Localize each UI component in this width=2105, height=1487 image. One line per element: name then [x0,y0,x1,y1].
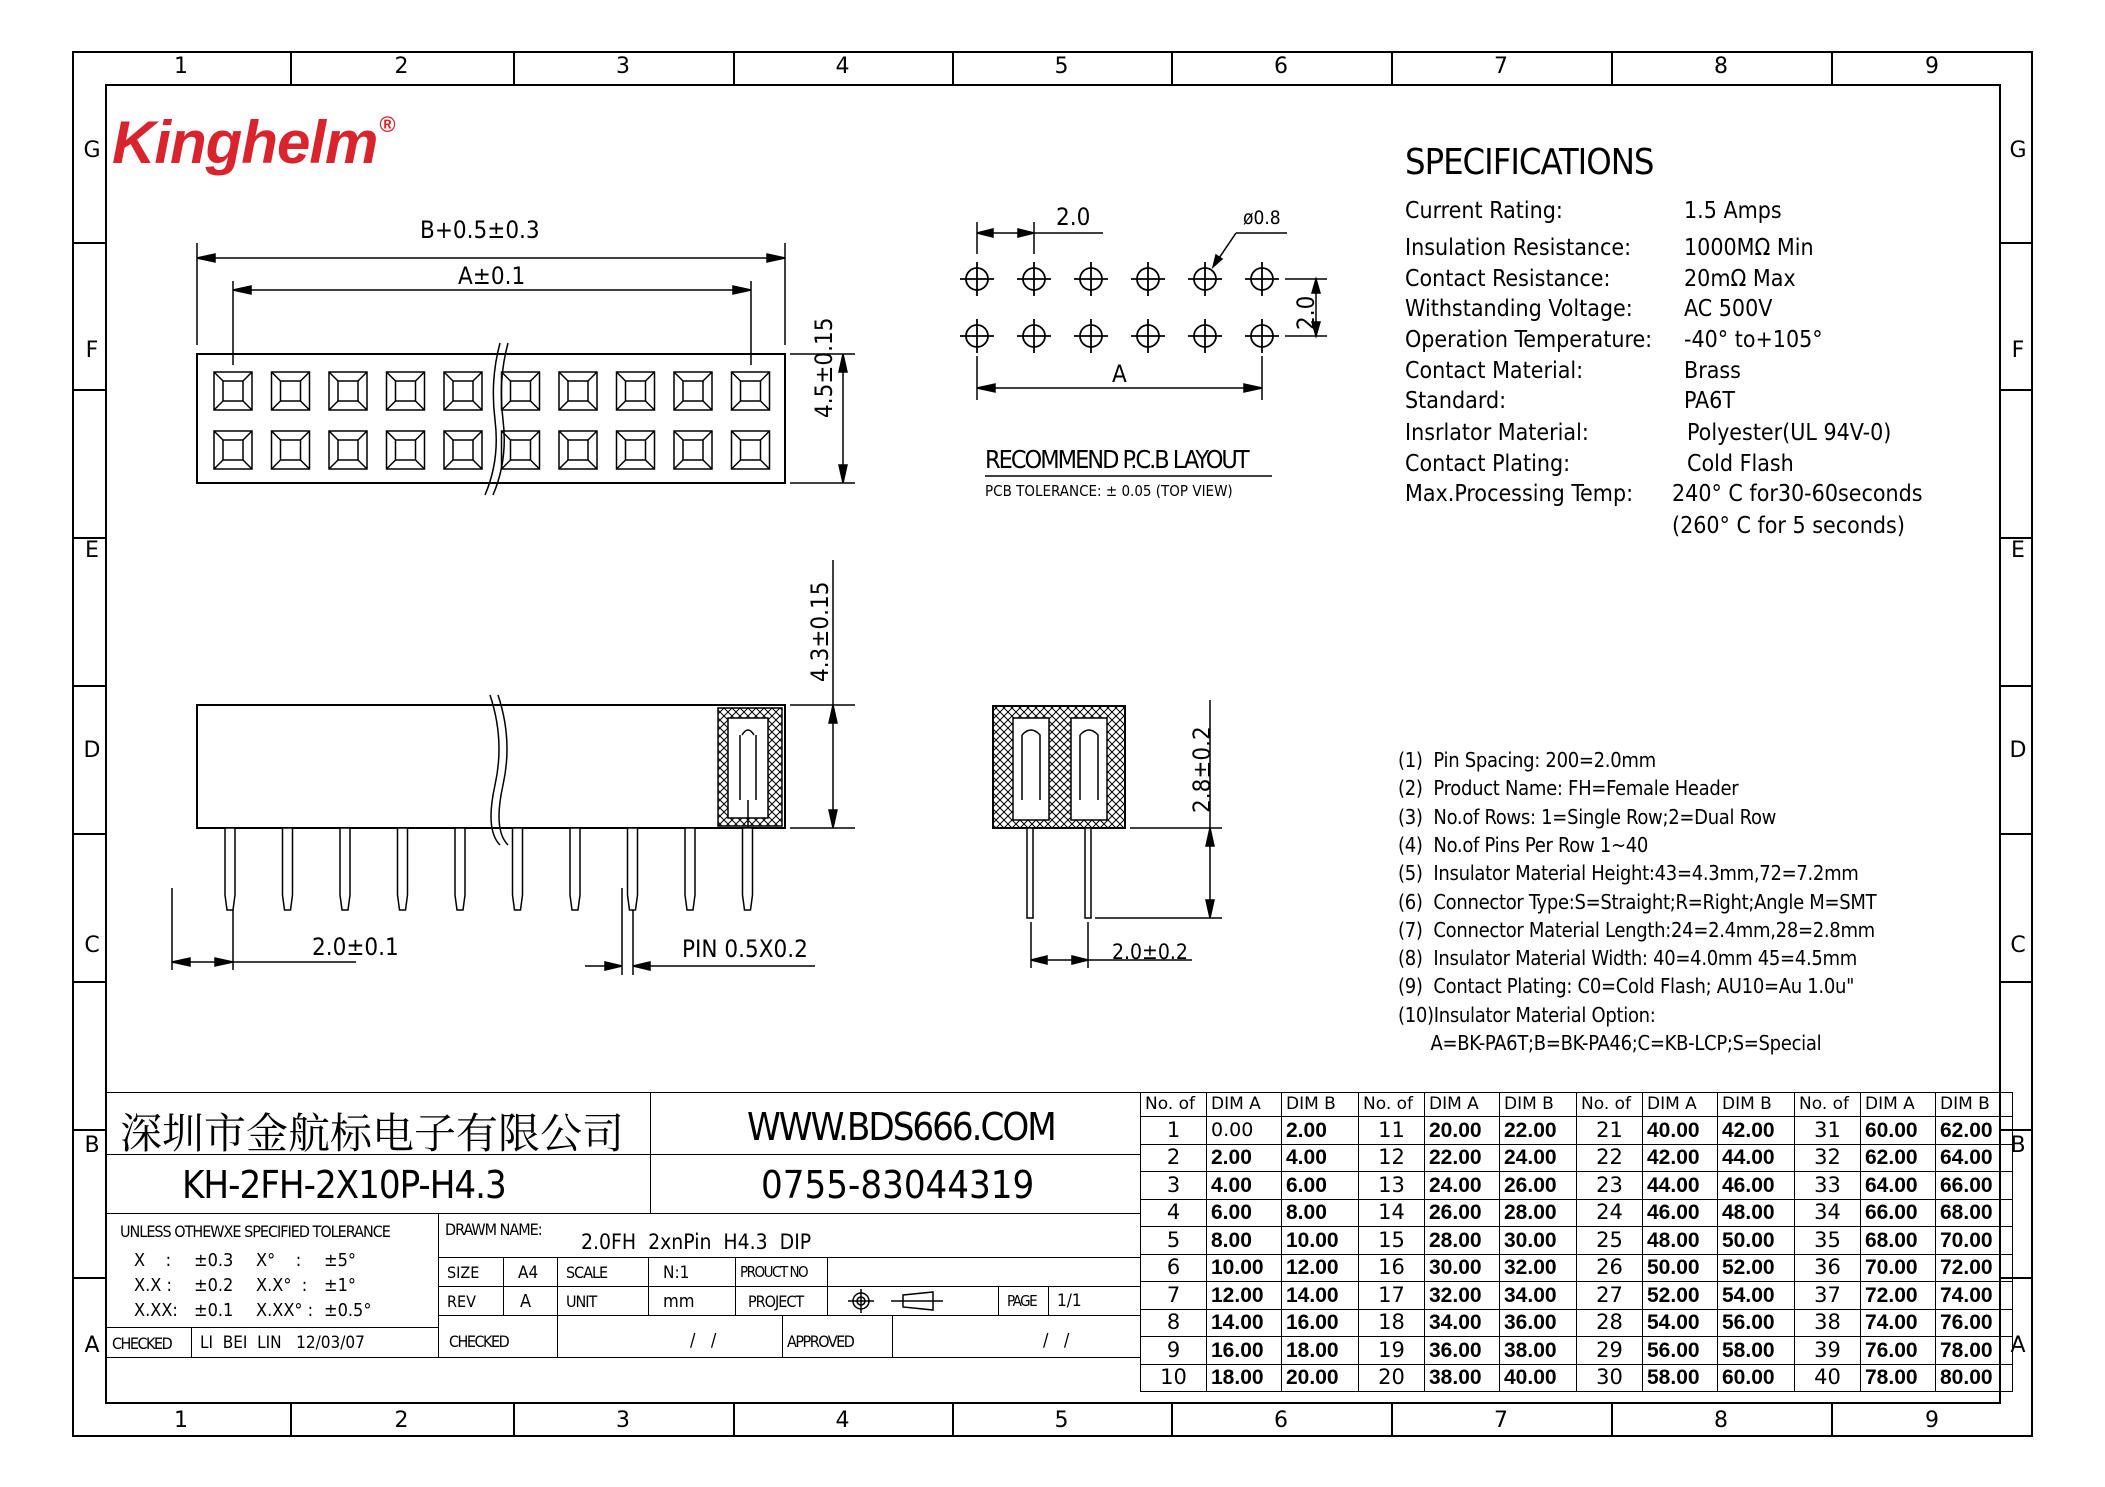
pcb-span-label: A [1112,360,1127,388]
dim-row-pitch-label: 2.0±0.2 [1112,940,1188,964]
dim-a-cell: 42.00 [1643,1144,1718,1172]
dim-pin-pitch-label: 2.0±0.1 [312,933,399,961]
checked2-label-cell [438,1315,558,1358]
project-label-cell [735,1286,828,1316]
spec-value: 1.5 Amps [1684,198,1782,224]
zone-row-F-right: F [2011,338,2025,363]
dim-a-cell: 30.00 [1425,1254,1500,1282]
scale-label-cell [557,1257,649,1287]
zone-row-C-right: C [2010,933,2026,958]
pin-count-cell: 31 [1795,1117,1861,1145]
note-item: (10)Insulator Material Option: [1398,1002,1656,1027]
dim-b-cell: 22.00 [1500,1117,1577,1145]
pin-count-cell: 13 [1359,1172,1425,1200]
zone-column-3-top: 3 [616,54,630,79]
dim-b-cell: 26.00 [1500,1172,1577,1200]
tolerance-v2: ±1° [324,1275,356,1296]
note-item: (7) Connector Material Length:24=2.4mm,28=2.8mm [1398,917,1875,942]
dim-a-cell: 74.00 [1861,1309,1936,1337]
dim-b-cell: 38.00 [1500,1337,1577,1365]
dim-a-cell: 10.00 [1207,1254,1282,1282]
zone-column-8-top: 8 [1714,54,1728,79]
pin-count-cell: 4 [1141,1199,1207,1227]
company-cell [105,1092,651,1158]
tolerance-header: UNLESS OTHEWXE SPECIFIED TOLERANCE [120,1222,390,1241]
pin-count-cell: 24 [1577,1199,1643,1227]
dim-b-cell: 46.00 [1718,1172,1795,1200]
dim-a-cell: 38.00 [1425,1364,1500,1392]
table-header: No. of [1577,1093,1643,1117]
pin-count-cell: 36 [1795,1254,1861,1282]
zone-row-E-left: E [85,538,99,563]
dim-a-cell: 62.00 [1861,1144,1936,1172]
zone-column-5-top: 5 [1054,54,1069,79]
dim-b-cell: 12.00 [1282,1254,1359,1282]
zone-column-4-top: 4 [835,54,850,79]
zone-row-D-left: D [83,738,101,763]
zone-row-D-right: D [2009,738,2027,763]
note-item: (6) Connector Type:S=Straight;R=Right;Angle M=SMT [1398,889,1877,914]
pcb-hole-label: ø0.8 [1243,207,1281,229]
dim-b-cell: 28.00 [1500,1199,1577,1227]
spec-label: Current Rating: [1405,198,1563,224]
dim-b-cell: 56.00 [1718,1309,1795,1337]
dim-a-cell: 2.00 [1207,1144,1282,1172]
approved-date-cell [892,1315,1141,1358]
pin-count-cell: 27 [1577,1282,1643,1310]
table-row [1141,1144,2013,1172]
dim-b-cell: 54.00 [1718,1282,1795,1310]
spec-value: 240° C for30-60seconds [1672,481,1923,507]
dim-b-cell: 32.00 [1500,1254,1577,1282]
table-header: DIM A [1425,1093,1500,1117]
dim-a-cell: 76.00 [1861,1337,1936,1365]
dim-overall-label: B+0.5±0.3 [420,216,540,244]
table-header: No. of [1795,1093,1861,1117]
zone-row-A-left: A [84,1333,100,1358]
note-item: A=BK-PA6T;B=BK-PA46;C=KB-LCP;S=Special [1398,1031,1822,1055]
rev-value: A [520,1291,532,1312]
table-row [1141,1364,2013,1392]
dim-b-cell: 16.00 [1282,1309,1359,1337]
dim-b-cell: 18.00 [1282,1337,1359,1365]
dim-b-cell: 48.00 [1718,1199,1795,1227]
dim-a-cell: 28.00 [1425,1227,1500,1255]
zone-column-5-bottom: 5 [1054,1408,1069,1433]
pin-count-cell: 6 [1141,1254,1207,1282]
zone-row-G-right: G [2009,138,2027,163]
pin-count-cell: 21 [1577,1117,1643,1145]
unit-label-cell [557,1286,649,1316]
dim-a-cell: 54.00 [1643,1309,1718,1337]
dim-b-cell: 40.00 [1500,1364,1577,1392]
dim-a-cell: 16.00 [1207,1337,1282,1365]
table-row [1141,1172,2013,1200]
checked-label: CHECKED [112,1334,172,1353]
table-header: DIM B [1500,1093,1577,1117]
spec-value: 20mΩ Max [1684,266,1796,292]
dim-a-cell: 64.00 [1861,1172,1936,1200]
dim-a-cell: 18.00 [1207,1364,1282,1392]
unit-value: mm [663,1291,695,1312]
spec-value: 1000MΩ Min [1684,235,1814,261]
page-label-cell [998,1286,1049,1316]
pin-count-cell: 32 [1795,1144,1861,1172]
pin-count-cell: 19 [1359,1337,1425,1365]
dim-a-cell: 46.00 [1643,1199,1718,1227]
drawn-name-label: DRAWM NAME: [445,1220,542,1239]
tolerance-k1: X.X : [134,1275,172,1296]
zone-column-4-bottom: 4 [835,1408,850,1433]
pin-count-cell: 1 [1141,1117,1207,1145]
checked2-label: CHECKED [449,1332,509,1351]
dim-b-cell: 78.00 [1936,1337,2013,1365]
dim-a-cell: 36.00 [1425,1337,1500,1365]
dim-a-cell: 40.00 [1643,1117,1718,1145]
pin-count-cell: 7 [1141,1282,1207,1310]
website-cell [650,1092,1141,1155]
unit-label: UNIT [566,1292,597,1311]
drawn-name-cell [438,1213,1141,1258]
spec-label: Contact Plating: [1405,451,1571,477]
dim-b-cell: 74.00 [1936,1282,2013,1310]
tolerance-v1: ±0.2 [194,1275,234,1296]
tolerance-k2: X.X° : [256,1275,308,1296]
table-row [1141,1309,2013,1337]
tolerance-k1: X : [134,1250,172,1271]
approved-label: APPROVED [787,1332,854,1351]
dim-a-cell: 4.00 [1207,1172,1282,1200]
size-value-cell [503,1257,558,1287]
dim-a-cell: 60.00 [1861,1117,1936,1145]
tolerance-k2: X.XX° : [256,1300,314,1321]
dim-a-cell: 66.00 [1861,1199,1936,1227]
table-header: No. of [1359,1093,1425,1117]
spec-value: -40° to+105° [1684,327,1823,353]
spec-label: Max.Processing Temp: [1405,481,1634,507]
spec-label: Contact Material: [1405,358,1584,384]
pin-count-cell: 34 [1795,1199,1861,1227]
zone-column-3-bottom: 3 [616,1408,630,1433]
pin-count-cell: 3 [1141,1172,1207,1200]
table-header: DIM A [1861,1093,1936,1117]
dim-a-cell: 70.00 [1861,1254,1936,1282]
tolerance-k2: X° : [256,1250,302,1271]
checked-by-cell [191,1327,439,1358]
table-row [1141,1254,2013,1282]
pin-count-cell: 9 [1141,1337,1207,1365]
product-no-value-cell [827,1257,1141,1287]
scale-label: SCALE [566,1263,608,1282]
zone-column-9-bottom: 9 [1925,1408,1939,1433]
dim-a-cell: 72.00 [1861,1282,1936,1310]
dim-b-cell: 20.00 [1282,1364,1359,1392]
note-item: (1) Pin Spacing: 200=2.0mm [1398,748,1656,772]
table-header: DIM A [1643,1093,1718,1117]
approved-label-cell [782,1315,893,1358]
dim-a-cell: 12.00 [1207,1282,1282,1310]
dim-b-cell: 6.00 [1282,1172,1359,1200]
spec-label: Standard: [1405,388,1507,414]
dim-b-cell: 76.00 [1936,1309,2013,1337]
dim-a-cell: 22.00 [1425,1144,1500,1172]
pin-count-cell: 14 [1359,1199,1425,1227]
zone-column-9-top: 9 [1925,54,1939,79]
rev-label-cell [438,1286,504,1316]
zone-column-6-top: 6 [1274,54,1288,79]
dim-b-cell: 14.00 [1282,1282,1359,1310]
zone-column-2-top: 2 [394,54,409,79]
pin-count-cell: 26 [1577,1254,1643,1282]
note-item: (5) Insulator Material Height:43=4.3mm,72=7.2mm [1398,861,1859,886]
pin-count-cell: 37 [1795,1282,1861,1310]
dim-a-cell: 56.00 [1643,1337,1718,1365]
pin-count-cell: 23 [1577,1172,1643,1200]
checked2-date: / / [690,1330,717,1351]
tolerance-v1: ±0.1 [194,1300,234,1321]
phone-number: 0755-83044319 [761,1163,1035,1207]
note-item: (3) No.of Rows: 1=Single Row;2=Dual Row [1398,804,1777,829]
dim-b-cell: 34.00 [1500,1282,1577,1310]
pin-count-cell: 40 [1795,1364,1861,1392]
drawn-name-value: 2.0FH 2xnPin H4.3 DIP [581,1230,812,1254]
zone-column-1-top: 1 [174,54,188,79]
pin-count-cell: 28 [1577,1309,1643,1337]
tolerance-v1: ±0.3 [194,1250,234,1271]
spec-value: (260° C for 5 seconds) [1672,513,1905,539]
pin-count-cell: 8 [1141,1309,1207,1337]
unit-value-cell [648,1286,736,1316]
dim-width-label: 4.5±0.15 [810,317,838,418]
pin-count-cell: 12 [1359,1144,1425,1172]
dim-a-cell: 48.00 [1643,1227,1718,1255]
dim-b-cell: 68.00 [1936,1199,2013,1227]
table-header-row [1141,1093,2013,1117]
dim-a-cell: 20.00 [1425,1117,1500,1145]
zone-column-7-top: 7 [1494,54,1508,79]
spec-value: PA6T [1684,388,1735,414]
dimension-table [1140,1092,2013,1392]
table-header: DIM B [1718,1093,1795,1117]
spec-value: Brass [1684,358,1741,384]
table-row [1141,1117,2013,1145]
pin-count-cell: 35 [1795,1227,1861,1255]
spec-label: Withstanding Voltage: [1405,296,1633,322]
dim-b-cell: 2.00 [1282,1117,1359,1145]
table-row [1141,1227,2013,1255]
checked2-date-cell [557,1315,783,1358]
zone-column-6-bottom: 6 [1274,1408,1288,1433]
spec-label: Insulation Resistance: [1405,235,1632,261]
page-value-cell [1048,1286,1141,1316]
dim-b-cell: 4.00 [1282,1144,1359,1172]
dim-b-cell: 36.00 [1500,1309,1577,1337]
dim-b-cell: 30.00 [1500,1227,1577,1255]
dim-b-cell: 60.00 [1718,1364,1795,1392]
dim-pin-size-label: PIN 0.5X0.2 [682,935,808,963]
zone-row-E-right: E [2011,538,2025,563]
size-label: SIZE [447,1263,480,1282]
dim-b-cell: 58.00 [1718,1337,1795,1365]
pcb-layout-title: RECOMMEND P.C.B LAYOUT [985,445,1248,474]
third-angle-projection-icon [828,1287,1000,1317]
note-item: (4) No.of Pins Per Row 1~40 [1398,832,1649,857]
registered-mark: ® [379,112,395,137]
dim-a-cell: 52.00 [1643,1282,1718,1310]
zone-row-B-right: B [2010,1133,2026,1158]
dim-height-label: 4.3±0.15 [806,581,834,682]
dim-a-cell: 58.00 [1643,1364,1718,1392]
size-value: A4 [518,1263,539,1283]
project-label: PROJECT [748,1292,804,1311]
tolerance-cell [105,1213,439,1328]
pin-count-cell: 39 [1795,1337,1861,1365]
spec-label: Contact Resistance: [1405,266,1611,292]
table-header: No. of [1141,1093,1207,1117]
spec-label: Insrlator Material: [1405,420,1589,446]
dim-b-cell: 10.00 [1282,1227,1359,1255]
dim-a-cell: 50.00 [1643,1254,1718,1282]
dim-tail-label: 2.8±0.2 [1188,726,1216,813]
page-label: PAGE [1007,1292,1037,1310]
dim-a-cell: 14.00 [1207,1309,1282,1337]
phone-cell [650,1154,1141,1214]
tolerance-v2: ±5° [324,1250,356,1271]
pcb-row-pitch-label: 2.0 [1292,295,1320,330]
zone-column-7-bottom: 7 [1494,1408,1508,1433]
note-item: (8) Insulator Material Width: 40=4.0mm 45=4.5mm [1398,946,1857,971]
pin-count-cell: 33 [1795,1172,1861,1200]
dim-a-cell: 24.00 [1425,1172,1500,1200]
table-header: DIM B [1936,1093,2013,1117]
zone-row-C-left: C [84,933,100,958]
dim-a-cell: 26.00 [1425,1199,1500,1227]
zone-row-B-left: B [84,1133,100,1158]
spec-label: Operation Temperature: [1405,327,1653,353]
dim-a-cell: 34.00 [1425,1309,1500,1337]
dim-a-cell: 78.00 [1861,1364,1936,1392]
projection-symbol-cell [827,1286,999,1316]
table-header: DIM A [1207,1093,1282,1117]
company-name: 深圳市金航标电子有限公司 [120,1109,625,1158]
dim-a-cell: 32.00 [1425,1282,1500,1310]
pin-count-cell: 20 [1359,1364,1425,1392]
website: WWW.BDS666.COM [747,1105,1055,1149]
approved-date: / / [1043,1330,1070,1351]
spec-value: Polyester(UL 94V-0) [1687,420,1892,446]
pin-count-cell: 22 [1577,1144,1643,1172]
rev-label: REV [447,1292,476,1311]
checked-label-cell [105,1327,192,1358]
dim-b-cell: 42.00 [1718,1117,1795,1145]
dim-b-cell: 62.00 [1936,1117,2013,1145]
note-item: (2) Product Name: FH=Female Header [1398,776,1739,801]
dim-b-cell: 24.00 [1500,1144,1577,1172]
part-number: KH-2FH-2X10P-H4.3 [182,1163,506,1207]
tolerance-k1: X.XX: [134,1300,178,1321]
tolerance-v2: ±0.5° [324,1300,372,1321]
page-value: 1/1 [1057,1291,1082,1311]
zone-row-A-right: A [2010,1333,2026,1358]
spec-value: Cold Flash [1687,451,1794,477]
note-item: (9) Contact Plating: C0=Cold Flash; AU10=Au 1.0u" [1398,974,1855,999]
table-row [1141,1337,2013,1365]
logo-text: Kinghelm [112,109,378,176]
pin-count-cell: 16 [1359,1254,1425,1282]
dim-b-cell: 80.00 [1936,1364,2013,1392]
dim-b-cell: 66.00 [1936,1172,2013,1200]
spec-value: AC 500V [1684,296,1773,322]
dim-a-cell: 68.00 [1861,1227,1936,1255]
pin-count-cell: 18 [1359,1309,1425,1337]
scale-value: N:1 [663,1263,690,1283]
dim-b-cell: 70.00 [1936,1227,2013,1255]
product-no-label: PROUCT NO [740,1263,808,1281]
dim-b-cell: 52.00 [1718,1254,1795,1282]
dim-b-cell: 50.00 [1718,1227,1795,1255]
specifications-title: SPECIFICATIONS [1405,142,1654,183]
table-row [1141,1199,2013,1227]
dim-b-cell: 64.00 [1936,1144,2013,1172]
pin-count-cell: 38 [1795,1309,1861,1337]
dim-a-cell: 0.00 [1207,1117,1282,1145]
pin-count-cell: 30 [1577,1364,1643,1392]
table-header: DIM B [1282,1093,1359,1117]
dim-span-label: A±0.1 [458,262,526,290]
pin-count-cell: 25 [1577,1227,1643,1255]
zone-row-G-left: G [83,138,101,163]
zone-column-1-bottom: 1 [174,1408,188,1433]
dim-a-cell: 8.00 [1207,1227,1282,1255]
pin-count-cell: 5 [1141,1227,1207,1255]
rev-value-cell [503,1286,558,1316]
product-no-label-cell [735,1257,828,1287]
pcb-pitch-label: 2.0 [1056,203,1091,231]
dim-a-cell: 44.00 [1643,1172,1718,1200]
pcb-tolerance-note: PCB TOLERANCE: ± 0.05 (TOP VIEW) [985,482,1233,500]
checked-by-value: LI BEI LIN 12/03/07 [200,1333,365,1353]
dim-b-cell: 72.00 [1936,1254,2013,1282]
zone-column-8-bottom: 8 [1714,1408,1728,1433]
part-number-cell [105,1154,651,1214]
pin-count-cell: 17 [1359,1282,1425,1310]
dim-b-cell: 8.00 [1282,1199,1359,1227]
scale-value-cell [648,1257,736,1287]
zone-row-F-left: F [85,338,99,363]
dim-a-cell: 6.00 [1207,1199,1282,1227]
pin-count-cell: 11 [1359,1117,1425,1145]
zone-column-2-bottom: 2 [394,1408,409,1433]
size-label-cell [438,1257,504,1287]
dim-b-cell: 44.00 [1718,1144,1795,1172]
pin-count-cell: 10 [1141,1364,1207,1392]
pin-count-cell: 15 [1359,1227,1425,1255]
pin-count-cell: 29 [1577,1337,1643,1365]
pin-count-cell: 2 [1141,1144,1207,1172]
table-row [1141,1282,2013,1310]
